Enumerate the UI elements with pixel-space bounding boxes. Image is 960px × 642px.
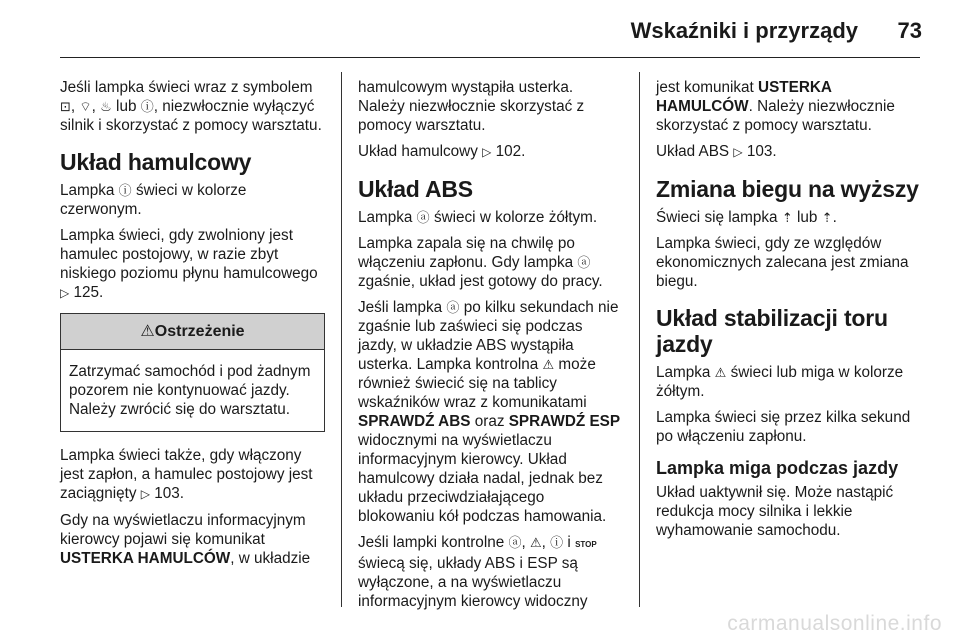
paragraph-symbols-warning: Jeśli lampka świeci wraz z symbolem ⊡, ⌔, ♨ lub ⓘ, niezwłocznie wyłączyć silnik i skorzystać z pomocy warsztatu. bbox=[60, 79, 322, 134]
column-2 bbox=[358, 78, 623, 618]
page-ref-arrow-icon: ▷ bbox=[140, 487, 151, 501]
brake-warning-icon: ⓘ bbox=[140, 99, 154, 114]
column-divider-2 bbox=[639, 72, 640, 607]
heading-upshift: Zmiana biegu na wyższy bbox=[656, 176, 919, 202]
paragraph-esp-lamp: Lampka ⚠ świeci lub miga w kolorze żółtym. bbox=[656, 364, 904, 400]
heading-abs: Układ ABS bbox=[358, 176, 473, 202]
upshift-icon: ⇡ bbox=[821, 210, 833, 225]
heading-blink-driving: Lampka miga podczas jazdy bbox=[656, 458, 899, 478]
brake-warning-icon: ⓘ bbox=[118, 183, 132, 198]
abs-icon: ⓐ bbox=[508, 535, 522, 550]
page-reference: 125. bbox=[73, 284, 104, 301]
abs-icon: ⓐ bbox=[577, 255, 591, 270]
watermark: carmanualsonline.info bbox=[727, 612, 942, 635]
brake-warning-icon: ⓘ bbox=[550, 535, 564, 550]
page-ref-arrow-icon: ▷ bbox=[482, 145, 492, 159]
esp-icon: ⚠ bbox=[542, 357, 555, 372]
paragraph-esp-active: Układ uaktywnił się. Może nastąpić redukcja mocy silnika i lekkie wyhamowanie samochodu. bbox=[656, 484, 894, 539]
warning-box bbox=[60, 313, 325, 432]
paragraph-brake-message: Gdy na wyświetlaczu informacyjnym kierowcy pojawi się komunikat USTERKA HAMULCÓW, w układzie bbox=[60, 512, 311, 567]
paragraph-brake-conditions: Lampka świeci, gdy zwolniony jest hamulec postojowy, w razie zbyt niskiego poziomu płynu hamulcowego ▷ 125. bbox=[60, 227, 318, 301]
page-reference: 103. bbox=[154, 485, 185, 502]
message-usterka-hamulcow: USTERKA HAMULCÓW bbox=[60, 550, 231, 567]
coolant-temp-icon: ♨ bbox=[100, 99, 112, 114]
paragraph-abs-ref: Układ ABS ▷ 103. bbox=[656, 143, 777, 160]
paragraph-abs-fault: Jeśli lampka ⓐ po kilku sekundach nie zgaśnie lub zaświeci się podczas jazdy, w układzie ABS wystąpiła usterka. Lampka kontrolna ⚠ może również świecić się na tablicy wskaźników wraz z komunikatami SPRAWDŹ ABS oraz SPRAWDŹ ESP widocznymi na wyświetlaczu informacyjnym kierowcy. Układ hamulcowy działa nadal, jednak bez układu przeciwdziałającego blokowaniu kół podczas hamowania. bbox=[358, 299, 621, 525]
esp-icon: ⚠ bbox=[530, 535, 542, 550]
column-3 bbox=[656, 78, 922, 547]
header-title: Wskaźniki i przyrządy bbox=[630, 18, 858, 43]
esp-icon: ⚠ bbox=[714, 365, 727, 380]
paragraph-upshift-lamp: Świeci się lampka ⇡ lub ⇡. bbox=[656, 209, 837, 226]
paragraph-esp-ignition: Lampka świeci się przez kilka sekund po włączeniu zapłonu. bbox=[656, 409, 911, 445]
warning-header bbox=[61, 314, 324, 350]
page-header bbox=[0, 0, 960, 58]
paragraph-abs-ignition: Lampka zapala się na chwilę po włączeniu zapłonu. Gdy lampka ⓐ zgaśnie, układ jest gotowy do pracy. bbox=[358, 235, 603, 290]
paragraph-brake-fault: hamulcowym wystąpiła usterka. Należy niezwłocznie skorzystać z pomocy warsztatu. bbox=[358, 79, 585, 134]
page-ref-arrow-icon: ▷ bbox=[60, 286, 70, 300]
column-divider-1 bbox=[341, 72, 342, 607]
warning-body: Zatrzymać samochód i pod żadnym pozorem nie kontynuować jazdy. Należy zwrócić się do warsztatu. bbox=[69, 363, 311, 418]
paragraph-brake-message-cont: jest komunikat USTERKA HAMULCÓW. Należy niezwłocznie skorzystać z pomocy warsztatu. bbox=[656, 79, 895, 134]
header-rule bbox=[60, 57, 920, 58]
engine-lamp-icon: ⊡ bbox=[60, 99, 71, 114]
abs-icon: ⓐ bbox=[416, 210, 430, 225]
paragraph-brake-red: Lampka ⓘ świeci w kolorze czerwonym. bbox=[60, 182, 247, 218]
upshift-icon: ⇡ bbox=[781, 210, 793, 225]
abs-icon: ⓐ bbox=[446, 300, 460, 315]
page-reference: 103. bbox=[746, 143, 777, 160]
message-usterka-hamulcow: USTERKA HAMULCÓW bbox=[656, 79, 832, 115]
paragraph-upshift-desc: Lampka świeci, gdy ze względów ekonomicznych zalecana jest zmiana biegu. bbox=[656, 235, 909, 290]
paragraph-parking-brake: Lampka świeci także, gdy włączony jest zapłon, a hamulec postojowy jest zaciągnięty ▷ 103. bbox=[60, 447, 313, 502]
oil-pressure-icon: ⌔ bbox=[79, 99, 92, 114]
warning-triangle-icon: ⚠ bbox=[140, 323, 155, 340]
paragraph-abs-esp-off: Jeśli lampki kontrolne ⓐ, ⚠, ⓘ i STOP świecą się, układy ABS i ESP są wyłączone, a na wyświetlaczu informacyjnym kierowcy widoczny bbox=[358, 534, 597, 610]
message-sprawdz-abs: SPRAWDŹ ABS bbox=[358, 413, 471, 430]
column-1 bbox=[60, 78, 325, 575]
page-number: 73 bbox=[897, 18, 922, 43]
paragraph-brake-ref: Układ hamulcowy ▷ 102. bbox=[358, 143, 526, 160]
page-ref-arrow-icon: ▷ bbox=[733, 145, 743, 159]
heading-brake-system: Układ hamulcowy bbox=[60, 149, 252, 175]
page-reference: 102. bbox=[495, 143, 526, 160]
stop-icon: STOP bbox=[575, 540, 597, 549]
heading-esp: Układ stabilizacji toru jazdy bbox=[656, 305, 888, 357]
paragraph-abs-yellow: Lampka ⓐ świeci w kolorze żółtym. bbox=[358, 209, 598, 226]
message-sprawdz-esp: SPRAWDŹ ESP bbox=[508, 413, 621, 430]
warning-title: Ostrzeżenie bbox=[154, 323, 245, 340]
